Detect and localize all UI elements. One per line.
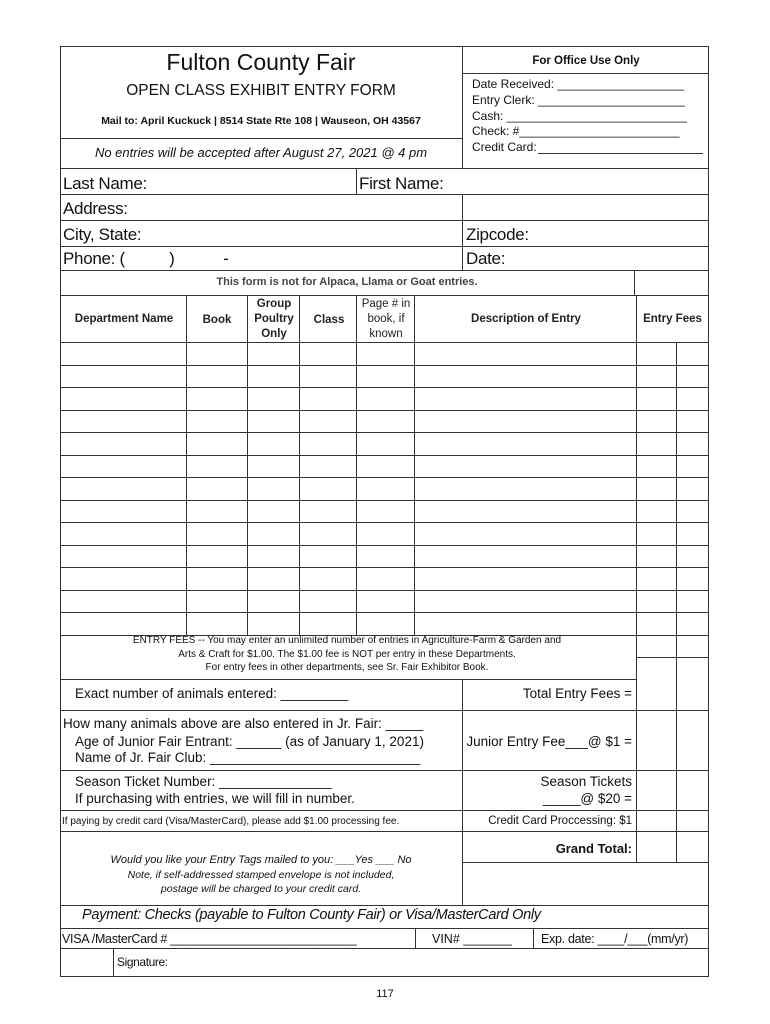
- table-row: [60, 387, 709, 388]
- jr-fair-animals-field[interactable]: How many animals above are also entered in Jr. Fair: _____: [63, 716, 424, 731]
- table-column-divider: [636, 295, 637, 635]
- signature-field[interactable]: Signature:: [117, 955, 168, 969]
- table-row: [60, 590, 709, 591]
- col-header-department: Department Name: [74, 313, 174, 325]
- cash-field[interactable]: Cash: ___________________________: [472, 109, 687, 123]
- vin-field[interactable]: VIN# _______: [432, 932, 512, 946]
- fees-split-divider: [676, 342, 677, 635]
- col-header-class: Class: [313, 314, 345, 326]
- zipcode-field[interactable]: Zipcode:: [466, 225, 529, 244]
- season-tickets-label: Season Tickets: [540, 774, 632, 789]
- mail-tags-note-line1: Note, if self-addressed stamped envelope is not included,: [127, 869, 395, 881]
- table-row: [60, 410, 709, 411]
- table-row: [636, 657, 709, 658]
- season-ticket-note: If purchasing with entries, we will fill in number.: [75, 791, 355, 806]
- col-header-entry-fees: Entry Fees: [643, 313, 702, 325]
- col-header-book: Book: [202, 314, 232, 326]
- form-title: Fulton County Fair: [166, 49, 356, 75]
- table-row: [60, 567, 709, 568]
- table-column-divider: [414, 295, 415, 635]
- deadline-notice: No entries will be accepted after August 27, 2021 @ 4 pm: [94, 145, 428, 160]
- junior-entry-fee-label[interactable]: Junior Entry Fee___@ $1 =: [466, 734, 632, 749]
- check-field[interactable]: Check: #________________________: [472, 124, 680, 138]
- col-header-description: Description of Entry: [471, 313, 581, 325]
- date-field[interactable]: Date:: [466, 249, 506, 268]
- jr-fair-age-field[interactable]: Age of Junior Fair Entrant: ______ (as of January 1, 2021): [75, 734, 424, 749]
- table-column-divider: [299, 295, 300, 635]
- page-number: 117: [376, 988, 394, 1000]
- payment-title: Payment: Checks (payable to Fulton County Fair) or Visa/MasterCard Only: [82, 907, 541, 923]
- entry-fees-note-line1: ENTRY FEES -- You may enter an unlimited number of entries in Agriculture-Farm & Garden and: [132, 635, 562, 646]
- table-row: [60, 522, 709, 523]
- table-row: [60, 612, 709, 613]
- office-use-title: For Office Use Only: [532, 55, 640, 67]
- last-name-field[interactable]: Last Name:: [63, 174, 147, 193]
- credit-card-fee-note: If paying by credit card (Visa/MasterCard), please add $1.00 processing fee.: [62, 816, 400, 827]
- exp-date-field[interactable]: Exp. date: ____/___(mm/yr): [541, 932, 689, 946]
- phone-field[interactable]: Phone: ( ) -: [63, 249, 229, 268]
- jr-fair-club-field[interactable]: Name of Jr. Fair Club: ____________________________: [75, 750, 421, 765]
- table-row: [60, 455, 709, 456]
- date-received-field[interactable]: Date Received: ___________________: [472, 77, 685, 91]
- credit-card-office-field[interactable]: Credit Card:: [472, 140, 537, 154]
- form-subtitle: OPEN CLASS EXHIBIT ENTRY FORM: [126, 82, 396, 99]
- city-state-field[interactable]: City, State:: [63, 225, 142, 244]
- table-row: [60, 432, 709, 433]
- table-header-divider: [60, 342, 709, 343]
- table-column-divider: [247, 295, 248, 635]
- mail-to-address: Mail to: April Kuckuck | 8514 State Rte 108 | Wauseon, OH 43567: [101, 115, 421, 127]
- table-row: [60, 365, 709, 366]
- first-name-field[interactable]: First Name:: [359, 174, 444, 193]
- table-column-divider: [186, 295, 187, 635]
- table-row: [60, 477, 709, 478]
- total-entry-fees-label: Total Entry Fees =: [522, 686, 632, 701]
- col-header-group-poultry: Group Poultry Only: [254, 298, 294, 340]
- animals-entered-field[interactable]: Exact number of animals entered: _________: [75, 686, 349, 701]
- table-column-divider: [356, 295, 357, 635]
- table-row: [60, 545, 709, 546]
- season-ticket-number-field[interactable]: Season Ticket Number: _______________: [75, 774, 332, 789]
- entry-fees-note-line2: Arts & Craft for $1.00. The $1.00 fee is NOT per entry in these Departments.: [178, 649, 516, 660]
- credit-card-processing-label: Credit Card Proccessing: $1: [488, 815, 632, 827]
- table-row: [60, 500, 709, 501]
- card-number-field[interactable]: VISA /MasterCard # ____________________________: [62, 932, 357, 946]
- season-tickets-price[interactable]: _____@ $20 =: [542, 791, 632, 806]
- entry-fees-note-line3: For entry fees in other departments, see Sr. Fair Exhibitor Book.: [205, 662, 489, 673]
- mail-tags-question[interactable]: Would you like your Entry Tags mailed to you: ___Yes ___ No: [110, 854, 412, 866]
- address-field[interactable]: Address:: [63, 199, 128, 218]
- grand-total-label: Grand Total:: [555, 841, 632, 856]
- alpaca-notice: This form is not for Alpaca, Llama or Goat entries.: [216, 276, 478, 288]
- mail-tags-note-line2: postage will be charged to your credit card.: [160, 883, 362, 895]
- entry-clerk-field[interactable]: Entry Clerk: ______________________: [472, 93, 685, 107]
- col-header-page: Page # in book, if known: [361, 298, 411, 340]
